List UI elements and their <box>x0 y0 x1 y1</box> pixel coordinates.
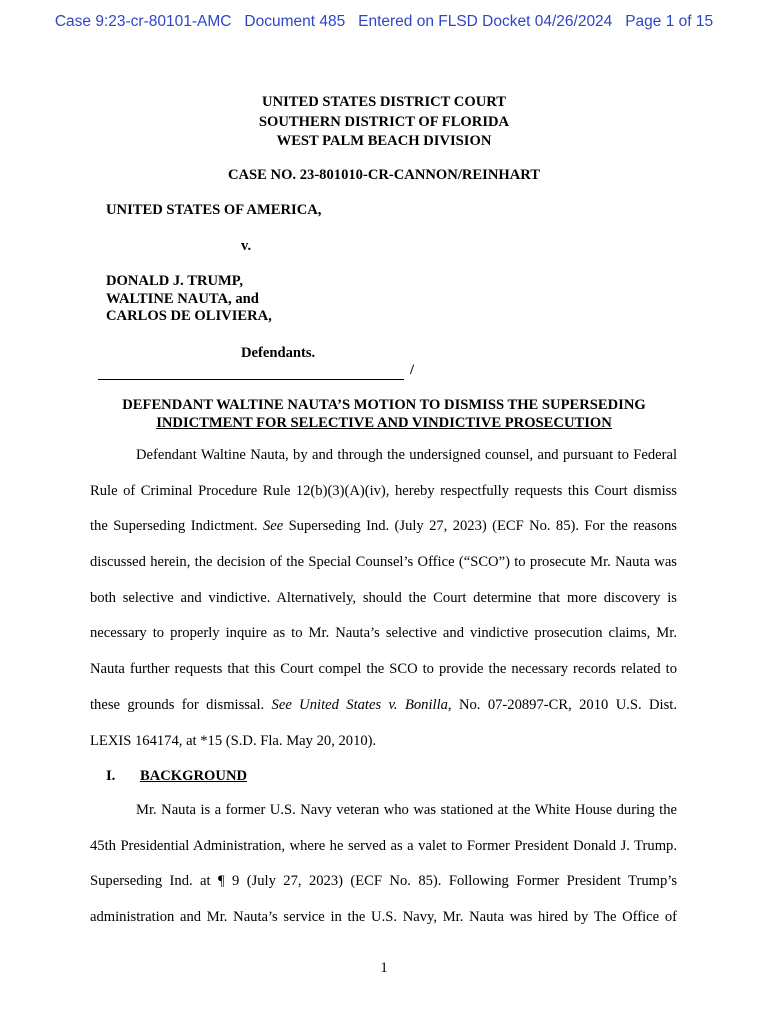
paragraph-line: LEXIS 164174, at *15 (S.D. Fla. May 20, 2010). <box>90 732 377 749</box>
paragraph-background <box>90 793 677 936</box>
paragraph-line: Superseding Ind. at ¶ 9 (July 27, 2023) (ECF No. 85). Following Former President Trump’s <box>90 873 677 890</box>
caption-defendant-2: WALTINE NAUTA, and <box>106 290 259 307</box>
paragraph-line: both selective and vindictive. Alternatively, should the Court determine that more discovery is <box>90 589 677 606</box>
paragraph-line: discussed herein, the decision of the Special Counsel’s Office (“SCO”) to prosecute Mr. Nauta was <box>90 554 677 571</box>
paragraph-line <box>90 509 677 545</box>
paragraph-text: Superseding Ind. (July 27, 2023) (ECF No. 85). For the reasons <box>283 518 677 535</box>
paragraph-line: administration and Mr. Nauta’s service in the U.S. Navy, Mr. Nauta was hired by The Office of <box>90 909 677 926</box>
caption-rule-line <box>98 379 404 380</box>
paragraph-line <box>90 688 677 724</box>
caption-versus: v. <box>241 238 252 254</box>
paragraph-text: , No. 07-20897-CR, 2010 U.S. Dist. <box>447 696 677 713</box>
motion-title-line-1: DEFENDANT WALTINE NAUTA’S MOTION TO DISMISS THE SUPERSEDING <box>122 397 646 413</box>
paragraph-line: Defendant Waltine Nauta, by and through the undersigned counsel, and pursuant to Federal <box>136 447 677 463</box>
caption-defendants-label: Defendants. <box>241 345 316 361</box>
section-number: I. <box>106 768 116 784</box>
section-title: BACKGROUND <box>140 768 248 784</box>
court-line-2: SOUTHERN DISTRICT OF FLORIDA <box>258 113 510 130</box>
paragraph-text: the Superseding Indictment. <box>90 518 263 535</box>
caption-plaintiff: UNITED STATES OF AMERICA, <box>106 202 322 218</box>
court-line-3: WEST PALM BEACH DIVISION <box>276 133 492 149</box>
motion-title-line-2-text: INDICTMENT FOR SELECTIVE AND VINDICTIVE PROSECUTION <box>156 415 612 431</box>
paragraph-text: these grounds for dismissal. <box>90 696 272 713</box>
case-number: CASE NO. 23-801010-CR-CANNON/REINHART <box>227 167 541 183</box>
motion-title-line-2 <box>0 414 768 432</box>
caption-slash: / <box>410 362 415 378</box>
court-line-1: UNITED STATES DISTRICT COURT <box>261 94 506 110</box>
case-citation: See United States v. Bonilla <box>271 696 448 713</box>
court-name-block <box>0 93 768 152</box>
paragraph-line: Mr. Nauta is a former U.S. Navy veteran who was stationed at the White House during the <box>136 802 677 818</box>
signal-see: See <box>262 518 284 535</box>
page-number: 1 <box>380 960 388 976</box>
section-heading-background <box>106 768 247 785</box>
caption-defendant-1: DONALD J. TRUMP, <box>106 273 244 289</box>
motion-title <box>0 396 768 432</box>
caption-defendant-3: CARLOS DE OLIVIERA, <box>106 308 272 324</box>
caption-defendants-list <box>106 273 272 326</box>
paragraph-line: necessary to properly inquire as to Mr. Nauta’s selective and vindictive prosecution claims, Mr. <box>90 625 677 642</box>
paragraph-line: 45th Presidential Administration, where he served as a valet to Former President Donald J. Trump. <box>90 837 677 854</box>
docket-header-stamp: Case 9:23-cr-80101-AMC Document 485 Entered on FLSD Docket 04/26/2024 Page 1 of 15 <box>54 13 714 30</box>
paragraph-intro <box>90 438 677 759</box>
paragraph-line: Nauta further requests that this Court compel the SCO to provide the necessary records related to <box>90 661 677 678</box>
paragraph-line: Rule of Criminal Procedure Rule 12(b)(3)(A)(iv), hereby respectfully requests this Court dismiss <box>90 482 677 499</box>
